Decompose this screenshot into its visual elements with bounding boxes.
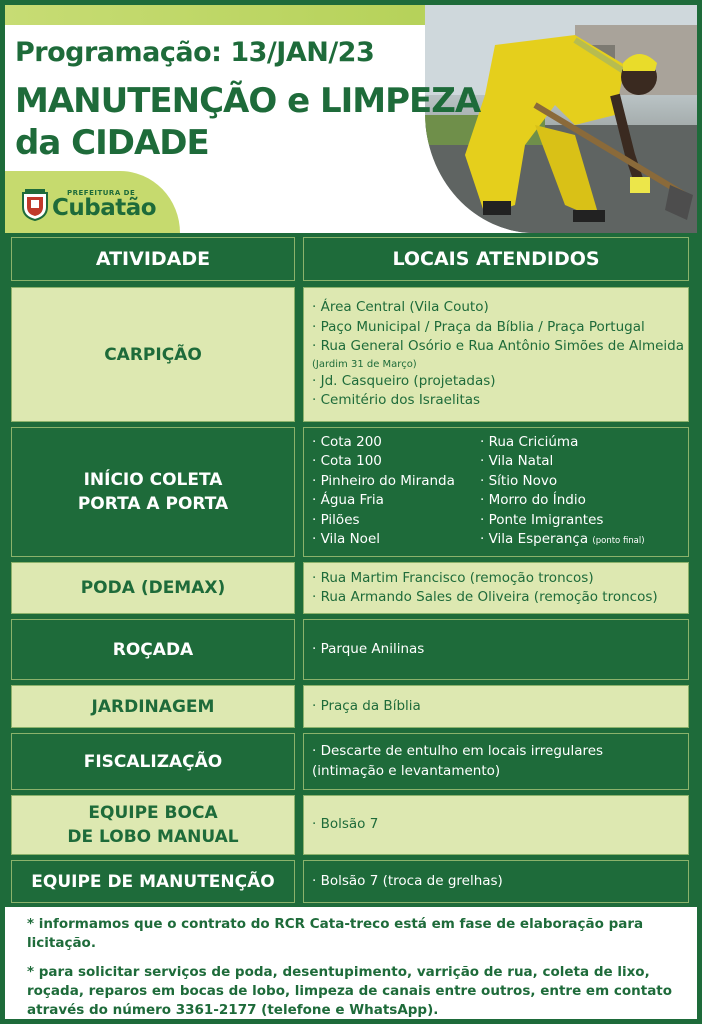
places-equipe-boca-de-lobo [303, 795, 689, 855]
list-item: · Rua General Osório e Rua Antônio Simões de Almeida [312, 338, 684, 355]
list-item: · Sítio Novo [480, 472, 558, 489]
column-header-places: LOCAIS ATENDIDOS [303, 237, 689, 281]
list-item-note: (ponto final) [592, 536, 645, 546]
places-equipe-manutencao [303, 860, 689, 903]
activity-equipe-manutencao [11, 860, 295, 903]
list-item-text: · Vila Esperança [480, 531, 589, 547]
list-item: · Paço Municipal / Praça da Bíblia / Praça Portugal [312, 318, 645, 335]
list-item: (intimação e levantamento) [312, 762, 501, 779]
activity-inicio-coleta [11, 427, 295, 557]
list-item: · Vila Natal [480, 453, 554, 469]
header [5, 5, 697, 233]
list-item: · Praça da Bíblia [312, 697, 421, 714]
activity-equipe-boca-de-lobo [11, 795, 295, 855]
activity-label: PODA (DEMAX) [80, 578, 226, 598]
list-item: · Rua Armando Sales de Oliveira (remoção troncos) [312, 589, 658, 605]
date-line: Programação: 13/JAN/23 [15, 37, 375, 68]
logo-city-name: Cubatão [52, 195, 157, 221]
activity-carpicao [11, 287, 295, 422]
footer-notes [5, 907, 697, 1019]
page-subtitle: da CIDADE [15, 123, 209, 163]
list-item [480, 530, 680, 552]
list-item: · Parque Anilinas [312, 640, 425, 657]
activity-label: DE LOBO MANUAL [67, 827, 239, 847]
places-poda [303, 562, 689, 614]
list-item: · Pinheiro do Miranda [312, 472, 455, 489]
city-crest-icon [21, 189, 49, 221]
list-item: · Área Central (Vila Couto) [312, 299, 489, 316]
activity-label: JARDINAGEM [91, 696, 215, 717]
activity-label: ROÇADA [112, 639, 194, 660]
activity-label: CARPIÇÃO [104, 344, 202, 365]
places-jardinagem [303, 685, 689, 728]
places-carpicao [303, 287, 689, 422]
list-item: · Cota 100 [312, 453, 382, 469]
list-item: · Água Fria [312, 492, 384, 508]
activity-fiscalizacao [11, 733, 295, 790]
activity-rocada [11, 619, 295, 680]
list-item: · Bolsão 7 [312, 816, 379, 833]
list-item: · Descarte de entulho em locais irregulares [312, 743, 604, 759]
activity-label: FISCALIZAÇÃO [83, 751, 223, 772]
list-item: (Jardim 31 de Março) [312, 358, 417, 370]
activity-label: EQUIPE DE MANUTENÇÃO [31, 871, 275, 892]
activity-poda [11, 562, 295, 614]
activity-label: PORTA A PORTA [77, 494, 229, 514]
activity-label: EQUIPE BOCA [88, 803, 218, 823]
list-item: · Jd. Casqueiro (projetadas) [312, 372, 496, 389]
list-item: · Pilões [312, 511, 360, 528]
list-item: · Morro do Índio [480, 492, 586, 508]
places-rocada [303, 619, 689, 680]
list-item: · Cemitério dos Israelitas [312, 392, 481, 409]
poster [5, 5, 697, 1019]
list-item: · Cota 200 [312, 433, 382, 450]
column-header-activity: ATIVIDADE [11, 237, 295, 281]
list-item: · Vila Noel [312, 531, 381, 547]
note-contact: * para solicitar serviços de poda, desentupimento, varrição de rua, coleta de lixo, roçada, reparos em bocas de lobo, limpeza de canais entre outros, entre em contato através do número 3361-2177 (telefone e WhatsApp). [27, 964, 673, 1018]
list-item: · Rua Martim Francisco (remoção troncos) [312, 569, 594, 586]
list-item: · Rua Criciúma [480, 433, 579, 450]
activities-table [5, 233, 697, 907]
activity-label: INÍCIO COLETA [83, 470, 223, 490]
page-title: MANUTENÇÃO e LIMPEZA [15, 81, 481, 121]
activity-jardinagem [11, 685, 295, 728]
logo-prefix: PREFEITURA DE [67, 189, 136, 197]
places-fiscalizacao [303, 733, 689, 790]
note-cata-treco: * informamos que o contrato do RCR Cata-treco está em fase de elaboração para licitação. [27, 916, 644, 951]
list-item: · Ponte Imigrantes [480, 511, 604, 528]
places-inicio-coleta [303, 427, 689, 557]
list-item: · Bolsão 7 (troca de grelhas) [312, 872, 503, 889]
